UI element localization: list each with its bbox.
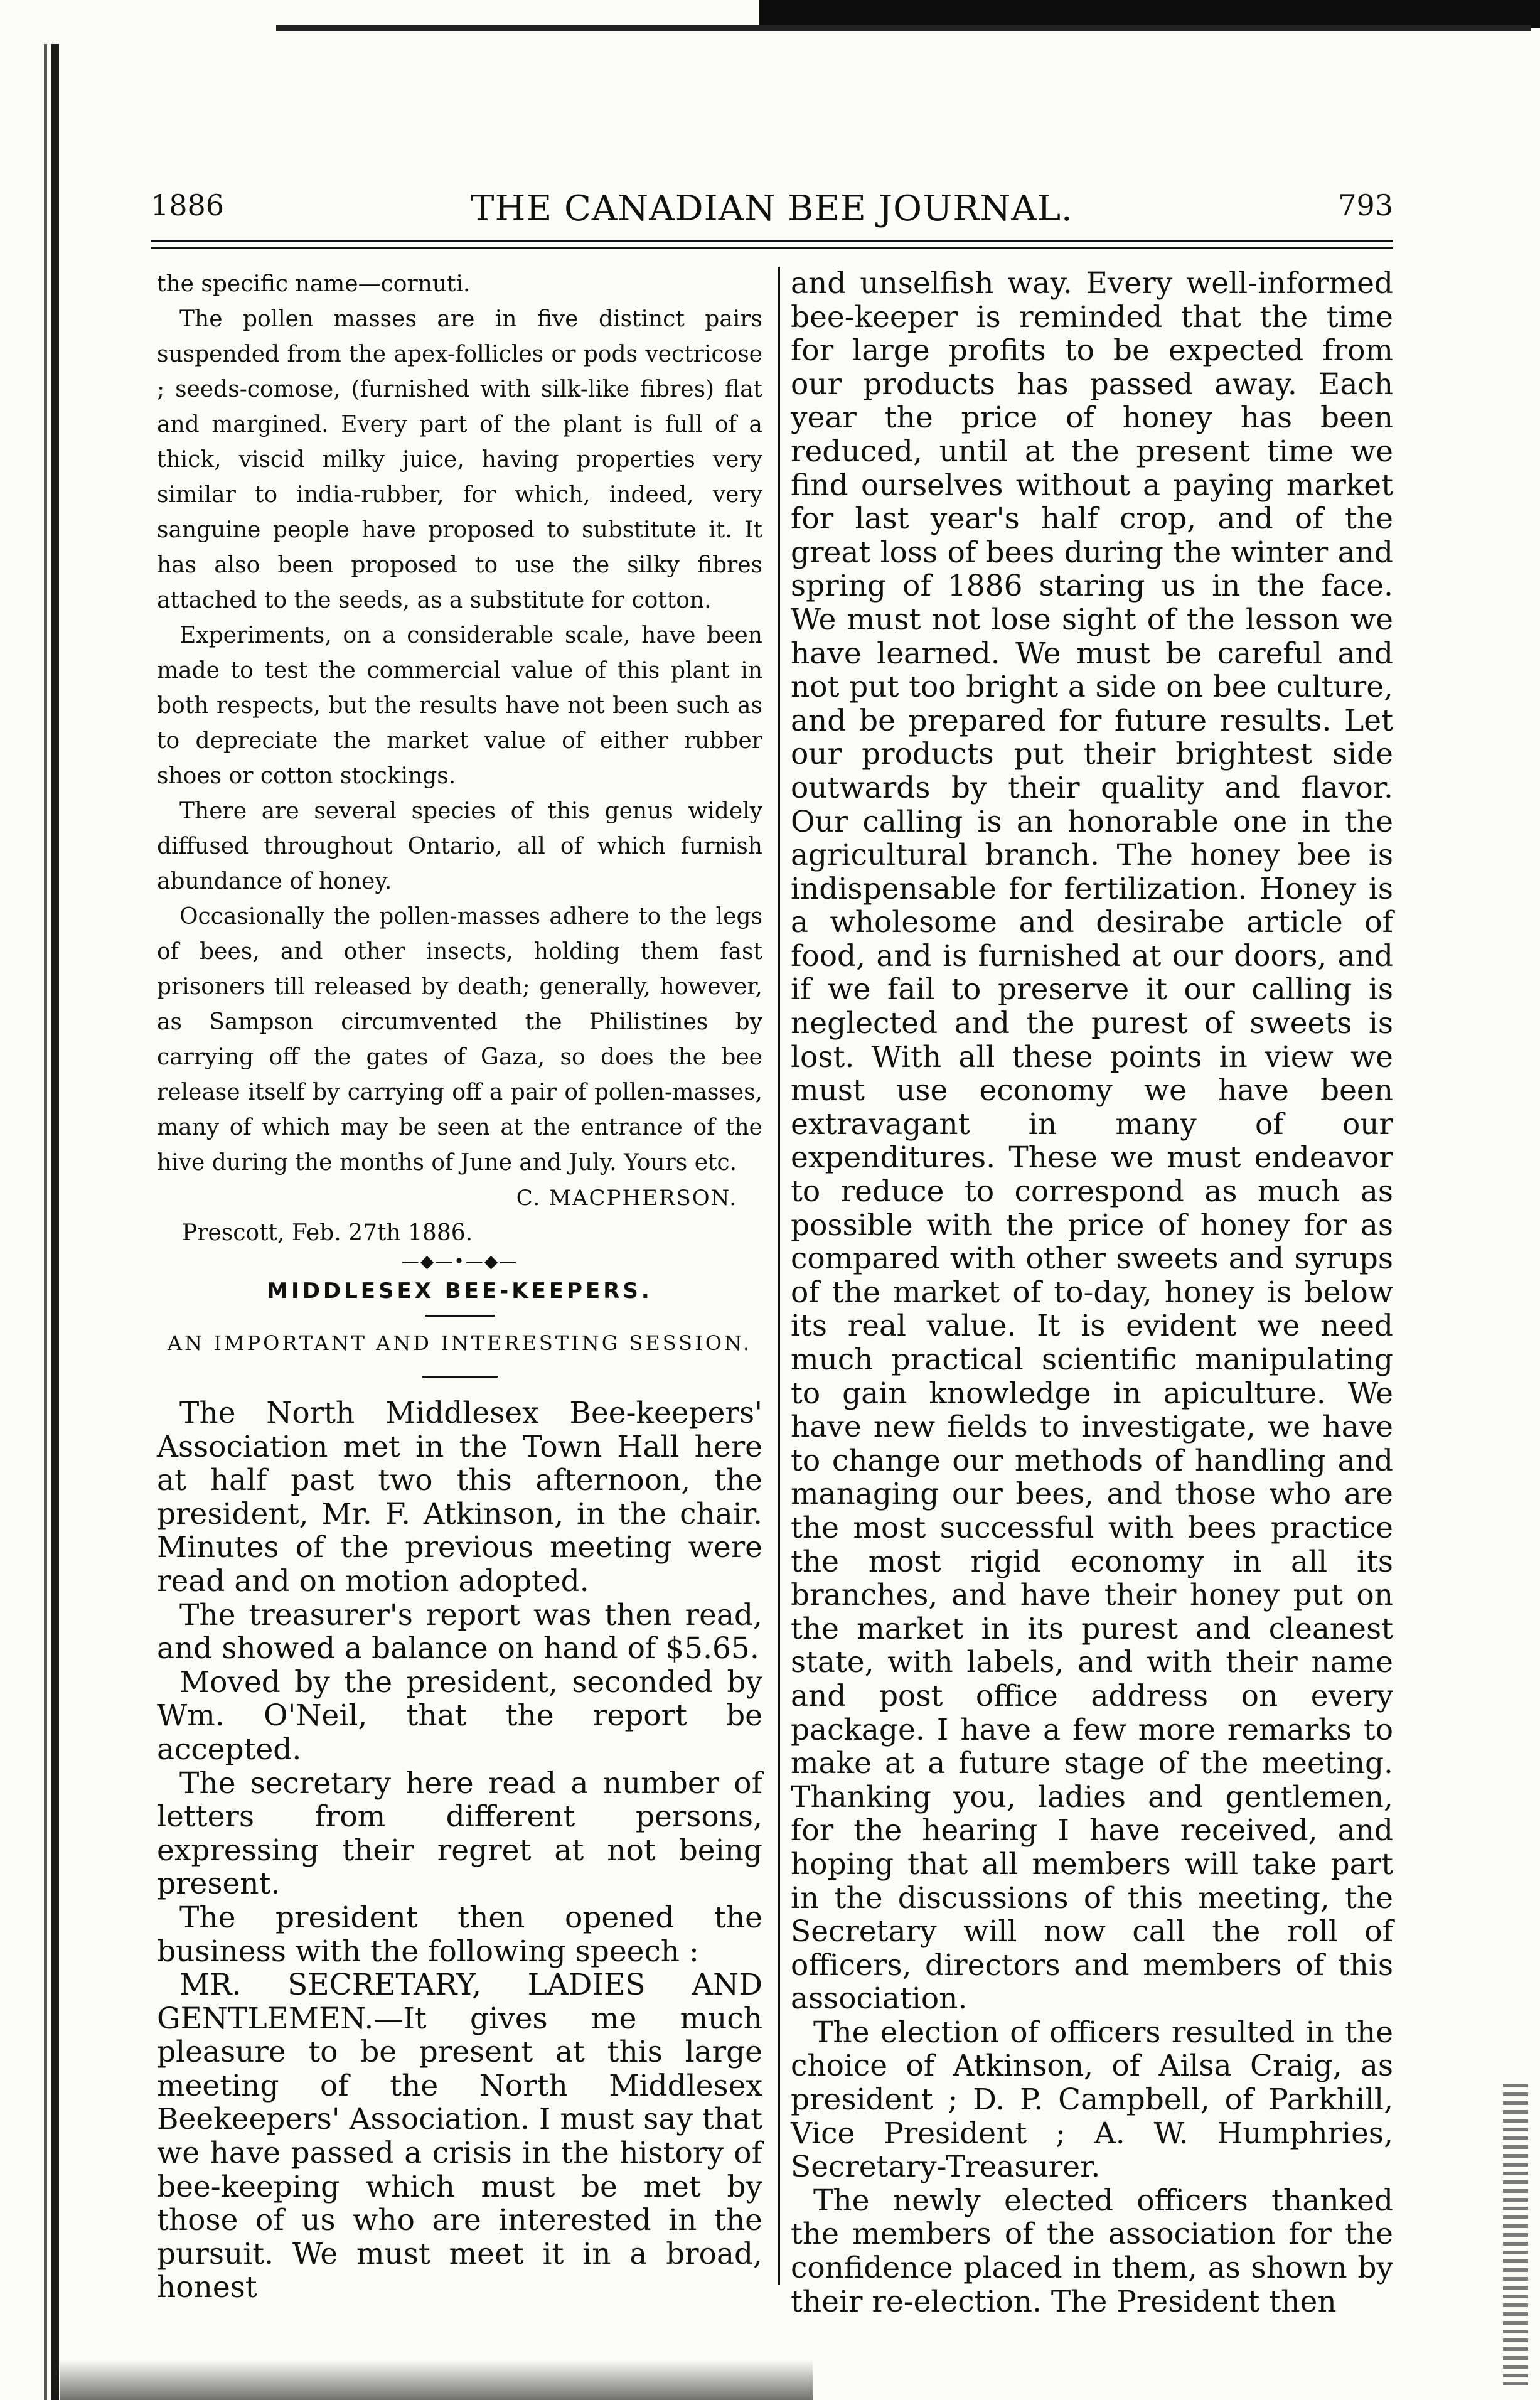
ornament-divider: —◆—•—◆— <box>401 1251 518 1272</box>
scan-border-left-thin <box>44 44 47 2400</box>
meeting-report <box>157 1396 762 2305</box>
paragraph: Moved by the president, seconded by Wm. O'Neil, that the report be accepted. <box>157 1664 762 1767</box>
right-column <box>791 267 1393 2318</box>
paragraph: MR. SECRETARY, LADIES AND GENTLEMEN.—It gives me much pleasure to be present at this large meeting of the North Middlesex Beekeepers' Association. I must say that we have passed a crisis in the history of bee-keeping which must be met by those of us who are interested in the pursuit. We must meet it in a broad, honest <box>157 1968 762 2305</box>
paragraph: The president then opened the business with the following speech : <box>157 1900 762 1969</box>
paragraph: The election of officers resulted in the choice of Atkinson, of Ailsa Craig, as president ; D. P. Campbell, of Parkhill, Vice President ; A. W. Humphries, Secretary-Treasurer. <box>791 2015 1393 2185</box>
subheading: AN IMPORTANT AND INTERESTING SESSION. <box>167 1331 752 1355</box>
signature: C. MACPHERSON. <box>516 1186 737 1211</box>
section-heading: MIDDLESEX BEE-KEEPERS. <box>267 1278 653 1304</box>
paragraph: The North Middlesex Bee-keepers' Association met in the Town Hall here at half past two this afternoon, the president, Mr. F. Atkinson, in the chair. Minutes of the previous meeting were read and on motion adopted. <box>157 1396 762 1599</box>
heading-rule <box>425 1315 495 1317</box>
page-number: 793 <box>1338 188 1393 222</box>
paragraph: the specific name—cornuti. <box>157 271 471 297</box>
letter-continuation <box>157 267 762 1181</box>
header-rule-thick <box>151 240 1393 242</box>
paragraph: Experiments, on a considerable scale, have been made to test the commercial value of this plant in both respects, but the results have not been such as to depreciate the market value of either rubber shoes or cotton stockings. <box>157 623 762 789</box>
dateline: Prescott, Feb. 27th 1886. <box>182 1220 473 1246</box>
scan-border-left <box>51 44 59 2400</box>
scan-border-top <box>38 0 1540 44</box>
paragraph: The newly elected officers thanked the members of the association for the confidence placed in them, as shown by their re-election. The President then <box>791 2183 1393 2319</box>
scan-noise-right <box>1503 2084 1528 2385</box>
left-column <box>157 267 762 2305</box>
paragraph: The treasurer's report was then read, and showed a balance on hand of $5.65. <box>157 1597 762 1666</box>
paragraph: Occasionally the pollen-masses adhere to the legs of bees, and other insects, holding them fast prisoners till released by death; generally, however, as Sampson circumvented the Philistines by carrying off the gates of Gaza, so does the bee release itself by carrying off a pair of pollen-masses, many of which may be seen at the entrance of the hive during the months of June and July. Yours etc. <box>157 904 762 1176</box>
header-rule-thin <box>151 247 1393 249</box>
journal-title: THE CANADIAN BEE JOURNAL. <box>471 188 1073 229</box>
paragraph: The secretary here read a number of letters from different persons, expressing their regret at not being present. <box>157 1765 762 1902</box>
page-header <box>151 188 1393 238</box>
paragraph: The pollen masses are in five distinct pairs suspended from the apex-follicles or pods vectricose ; seeds-comose, (furnished with silk-like fibres) flat and margined. Every part of the plant is full of a thick, viscid milky juice, having properties very similar to india-rubber, for which, indeed, very sanguine people have proposed to substitute it. It has also been proposed to use the silky fibres attached to the seeds, as a substitute for cotton. <box>157 306 762 613</box>
scan-border-top-dark <box>759 0 1540 28</box>
paragraph: and unselfish way. Every well-informed bee-keeper is reminded that the time for large profits to be expected from our products has passed away. Each year the price of honey has been reduced, until at the present time we find ourselves without a paying market for last year's half crop, and of the great loss of bees during the winter and spring of 1886 staring us in the face. We must not lose sight of the lesson we have learned. We must be careful and not put too bright a side on bee culture, and be prepared for future results. Let our products put their brightest side outwards by their quality and flavor. Our calling is an honorable one in the agricultural branch. The honey bee is indispensable for fertilization. Honey is a wholesome and desirabe article of food, and is furnished at our doors, and if we fail to preserve it our calling is neglected and the purest of sweets is lost. With all these points in view we must use economy we have been extravagant in many of our expenditures. These we must endeavor to reduce to correspond as much as possible with the price of honey for as compared with other sweets and syrups of the market of to-day, honey is below its real value. It is evident we need much practical scientific manipulating to gain knowledge in apiculture. We have new fields to investigate, we have to change our methods of handling and managing our bees, and those who are the most successful with bees practice the most rigid economy in all its branches, and have their honey put on the market in its purest and cleanest state, with labels, and with their name and post office address on every package. I have a few more remarks to make at a future stage of the meeting. Thanking you, ladies and gentlemen, for the hearing I have received, and hoping that all members will take part in the discussions of this meeting, the Secretary will now call the roll of officers, directors and members of this association. <box>791 266 1393 2017</box>
paragraph: There are several species of this genus widely diffused throughout Ontario, all of which furnish abundance of honey. <box>157 798 762 894</box>
header-year: 1886 <box>151 188 225 222</box>
column-divider <box>778 267 780 2285</box>
scan-shadow-bottom <box>60 2360 813 2400</box>
subheading-rule <box>422 1376 498 1378</box>
scan-border-top-line <box>276 25 1531 31</box>
